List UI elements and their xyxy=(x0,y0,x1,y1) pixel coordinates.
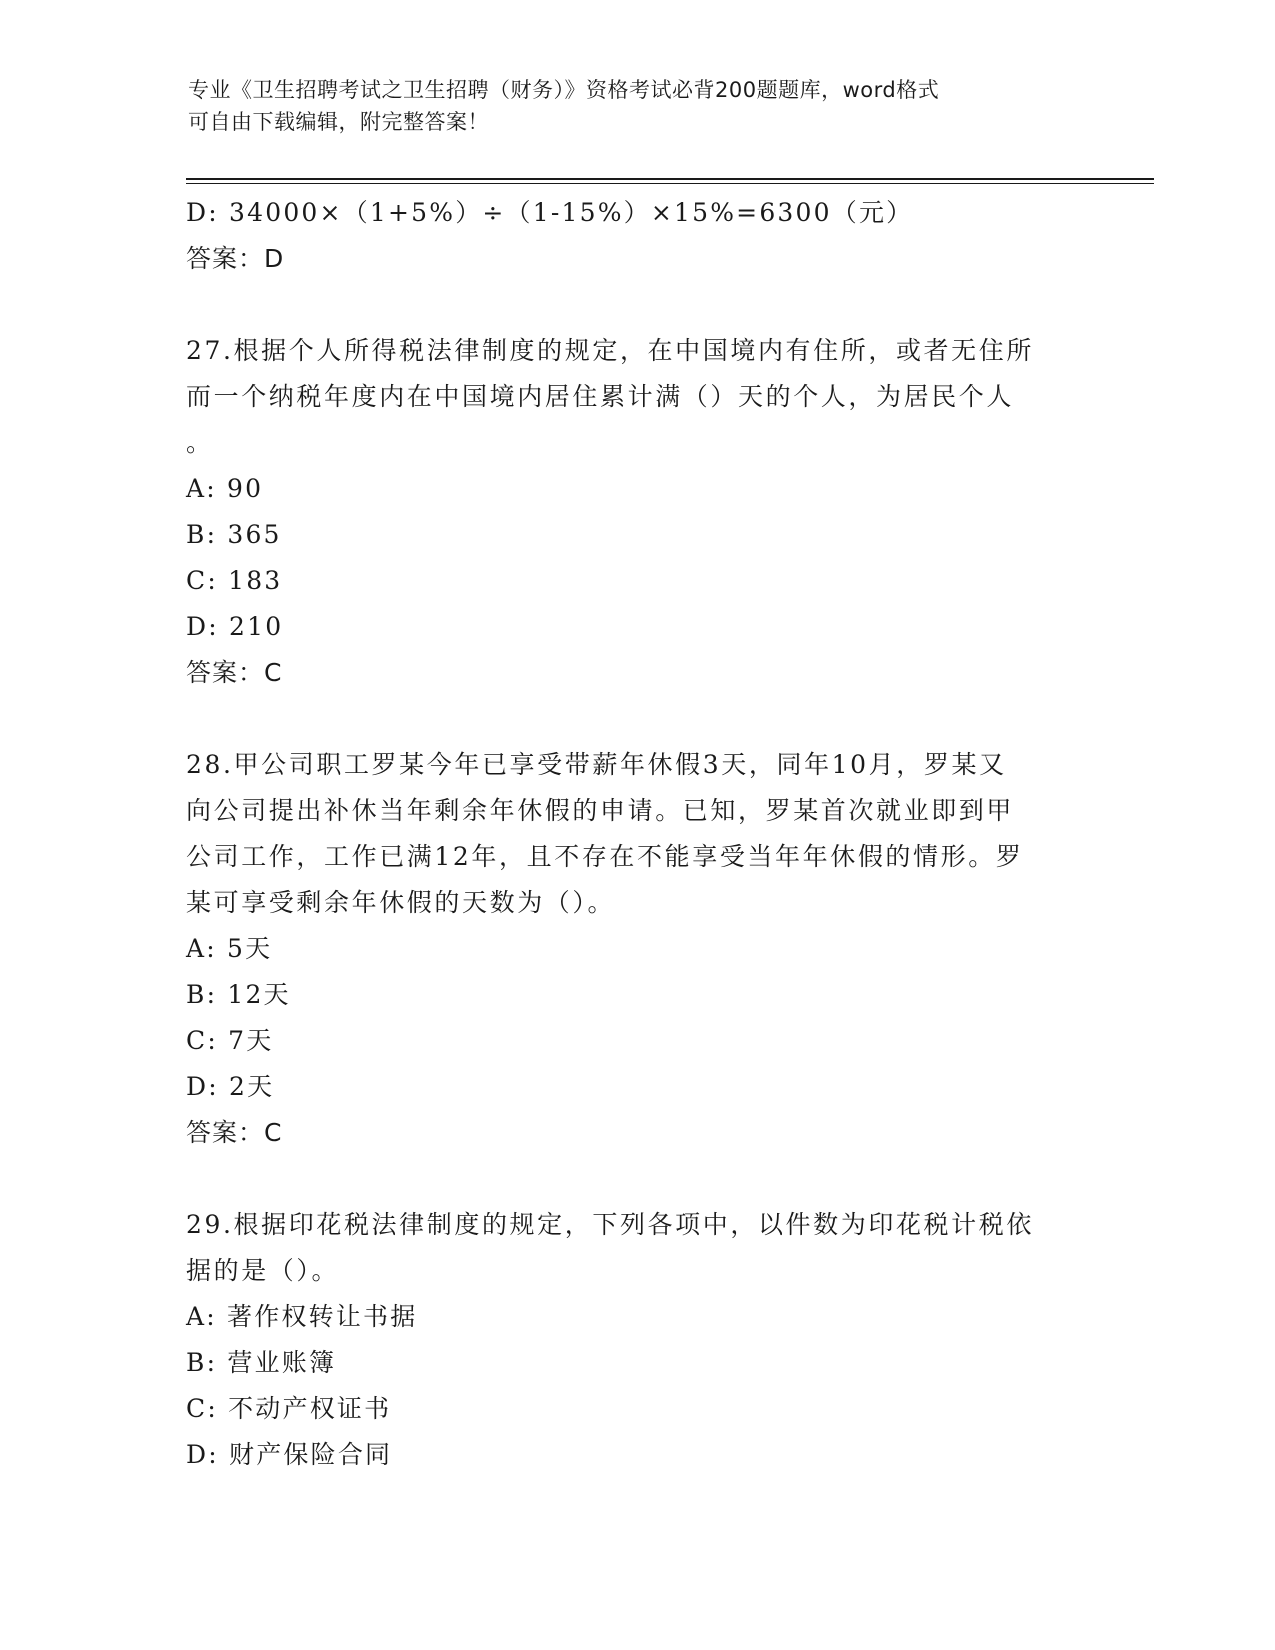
question-line: 29.根据印花税法律制度的规定，下列各项中，以件数为印花税计税依 xyxy=(186,1210,1034,1239)
question-line: 向公司提出补休当年剩余年休假的申请。已知，罗某首次就业即到甲 xyxy=(186,796,1015,825)
option-b: B: 365 xyxy=(186,520,282,549)
question-line: 而一个纳税年度内在中国境内居住累计满（）天的个人，为居民个人 xyxy=(186,382,1015,411)
question-28 xyxy=(186,742,1086,926)
question-line: 。 xyxy=(186,428,214,457)
option-d: D: 210 xyxy=(186,612,284,641)
prev-option-d: D: 34000×（1+5%）÷（1-15%）×15%=6300（元） xyxy=(186,198,914,227)
spacer xyxy=(186,696,1086,742)
option-d: D: 2天 xyxy=(186,1072,275,1101)
question-line: 28.甲公司职工罗某今年已享受带薪年休假3天，同年10月，罗某又 xyxy=(186,750,1007,779)
question-line: 27.根据个人所得税法律制度的规定，在中国境内有住所，或者无住所 xyxy=(186,336,1034,365)
answer: 答案：C xyxy=(186,1118,283,1147)
spacer xyxy=(186,282,1086,328)
answer: 答案：C xyxy=(186,658,283,687)
header-rule-thin xyxy=(186,183,1154,184)
question-line: 某可享受剩余年休假的天数为（）。 xyxy=(186,888,616,917)
option-d: D: 财产保险合同 xyxy=(186,1440,393,1469)
option-a: A: 90 xyxy=(186,474,264,503)
option-a: A: 著作权转让书据 xyxy=(186,1302,418,1331)
option-a: A: 5天 xyxy=(186,934,273,963)
document-body xyxy=(186,190,1086,1478)
header-line-2: 可自由下载编辑，附完整答案！ xyxy=(188,110,489,134)
option-b: B: 12天 xyxy=(186,980,291,1009)
spacer xyxy=(186,1156,1086,1202)
page-header xyxy=(188,74,1068,138)
header-rule-thick xyxy=(186,178,1154,180)
question-29 xyxy=(186,1202,1086,1294)
option-c: C: 7天 xyxy=(186,1026,274,1055)
option-c: C: 不动产权证书 xyxy=(186,1394,392,1423)
header-line-1: 专业《卫生招聘考试之卫生招聘（财务）》资格考试必背200题题库，word格式 xyxy=(188,78,940,102)
option-b: B: 营业账簿 xyxy=(186,1348,337,1377)
question-line: 公司工作，工作已满12年，且不存在不能享受当年年休假的情形。罗 xyxy=(186,842,1024,871)
prev-answer: 答案：D xyxy=(186,244,285,273)
question-27 xyxy=(186,328,1086,466)
option-c: C: 183 xyxy=(186,566,283,595)
question-line: 据的是（）。 xyxy=(186,1256,340,1285)
